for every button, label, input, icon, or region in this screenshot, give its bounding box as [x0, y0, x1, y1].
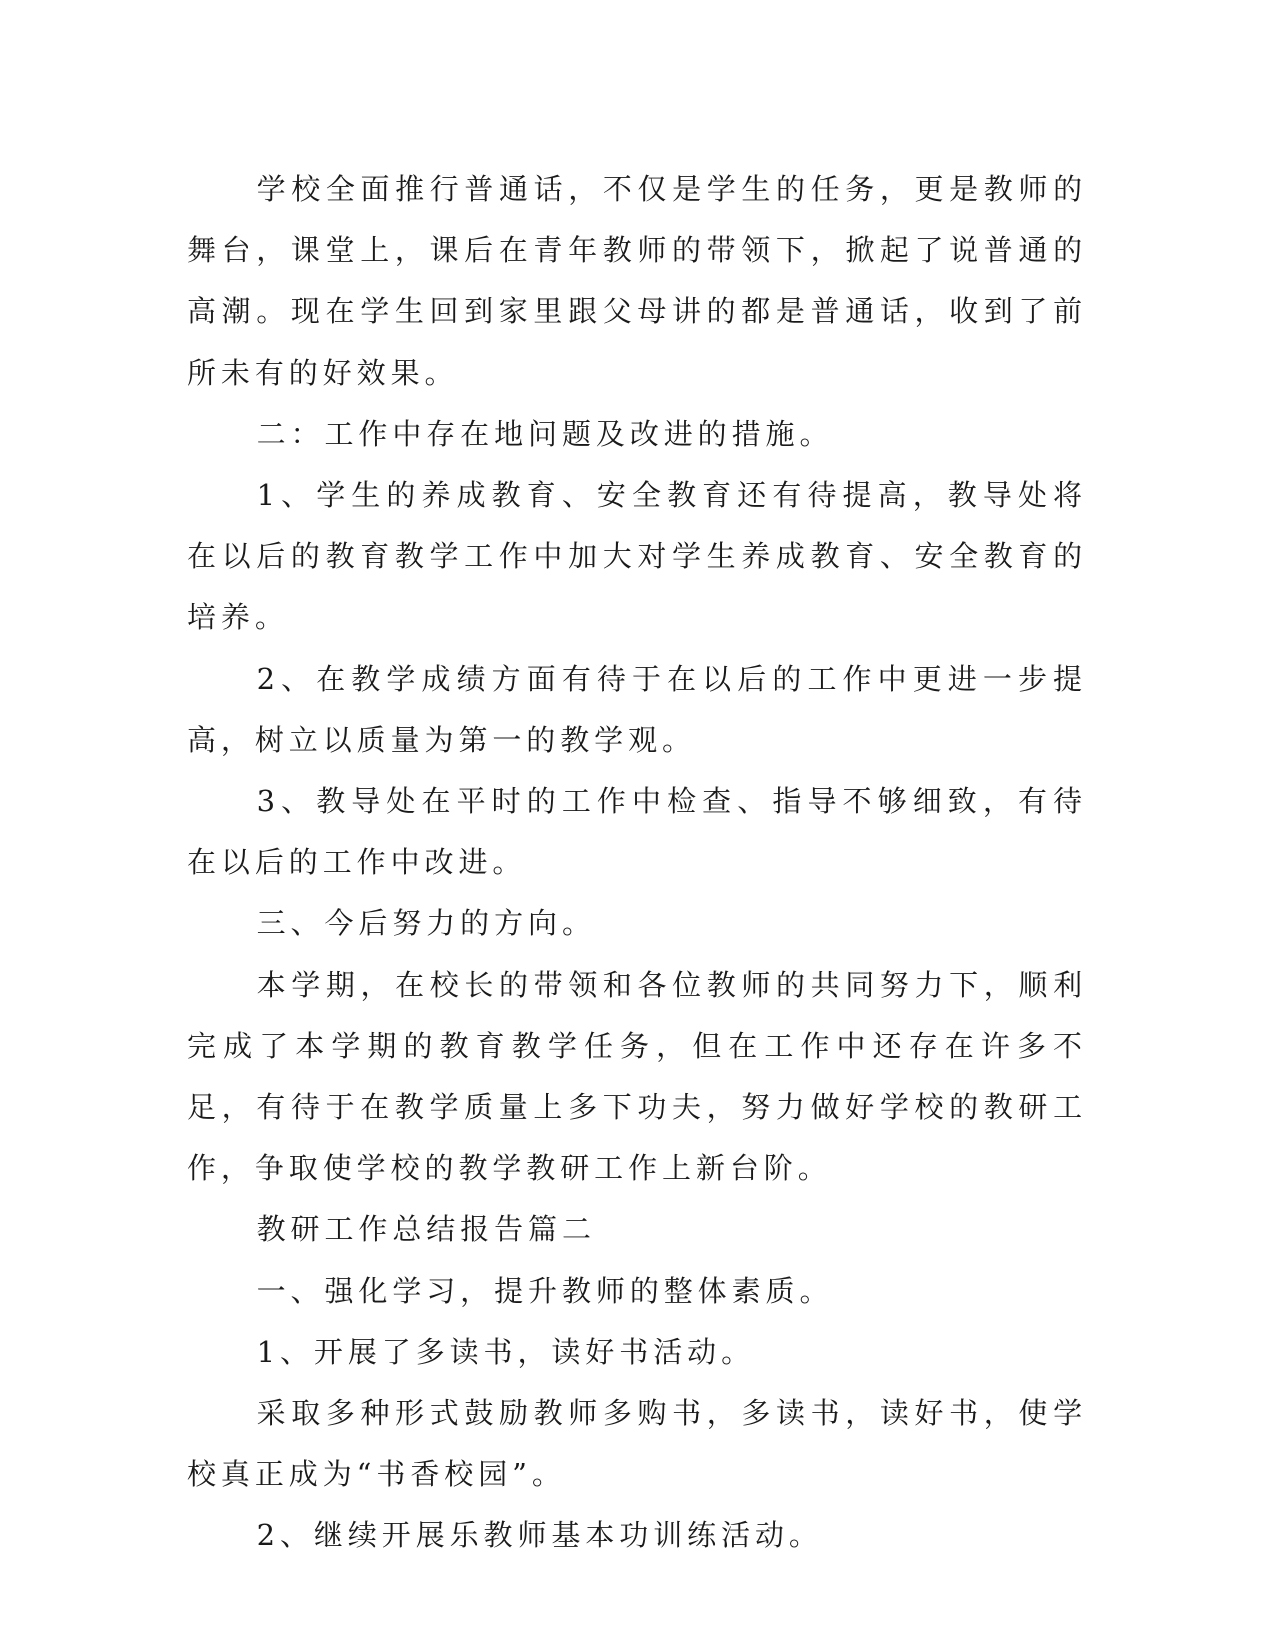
paragraph-putonghua: 学校全面推行普通话，不仅是学生的任务，更是教师的舞台，课堂上，课后在青年教师的带领下，掀起了说普通的高潮。现在学生回到家里跟父母讲的都是普通话，收到了前所未有的好效果。 [187, 172, 1087, 390]
document-body [187, 159, 1087, 1567]
heading-strengthen-learning: 一、强化学习，提升教师的整体素质。 [256, 1273, 834, 1308]
heading-future-direction: 三、今后努力的方向。 [256, 906, 596, 941]
paragraph-problem-2: 2、在教学成绩方面有待于在以后的工作中更进一步提高，树立以质量为第一的教学观。 [187, 661, 1087, 757]
section-title-part-two: 教研工作总结报告篇二 [256, 1212, 596, 1247]
paragraph-problem-1: 1、学生的养成教育、安全教育还有待提高，教导处将在以后的教育教学工作中加大对学生养成教育、安全教育的培养。 [187, 478, 1087, 635]
item-basic-skills-training: 2、继续开展乐教师基本功训练活动。 [256, 1518, 823, 1553]
item-reading-activity: 1、开展了多读书，读好书活动。 [256, 1334, 755, 1369]
paragraph-reading-encouragement: 采取多种形式鼓励教师多购书，多读书，读好书，使学校真正成为“书香校园”。 [187, 1396, 1087, 1492]
paragraph-semester-summary: 本学期，在校长的带领和各位教师的共同努力下，顺利完成了本学期的教育教学任务，但在工作中还存在许多不足，有待于在教学质量上多下功夫，努力做好学校的教研工作，争取使学校的教学教研工作上新台阶。 [187, 967, 1087, 1186]
heading-problems: 二：工作中存在地问题及改进的措施。 [256, 416, 834, 451]
paragraph-problem-3: 3、教导处在平时的工作中检查、指导不够细致，有待在以后的工作中改进。 [187, 784, 1087, 880]
